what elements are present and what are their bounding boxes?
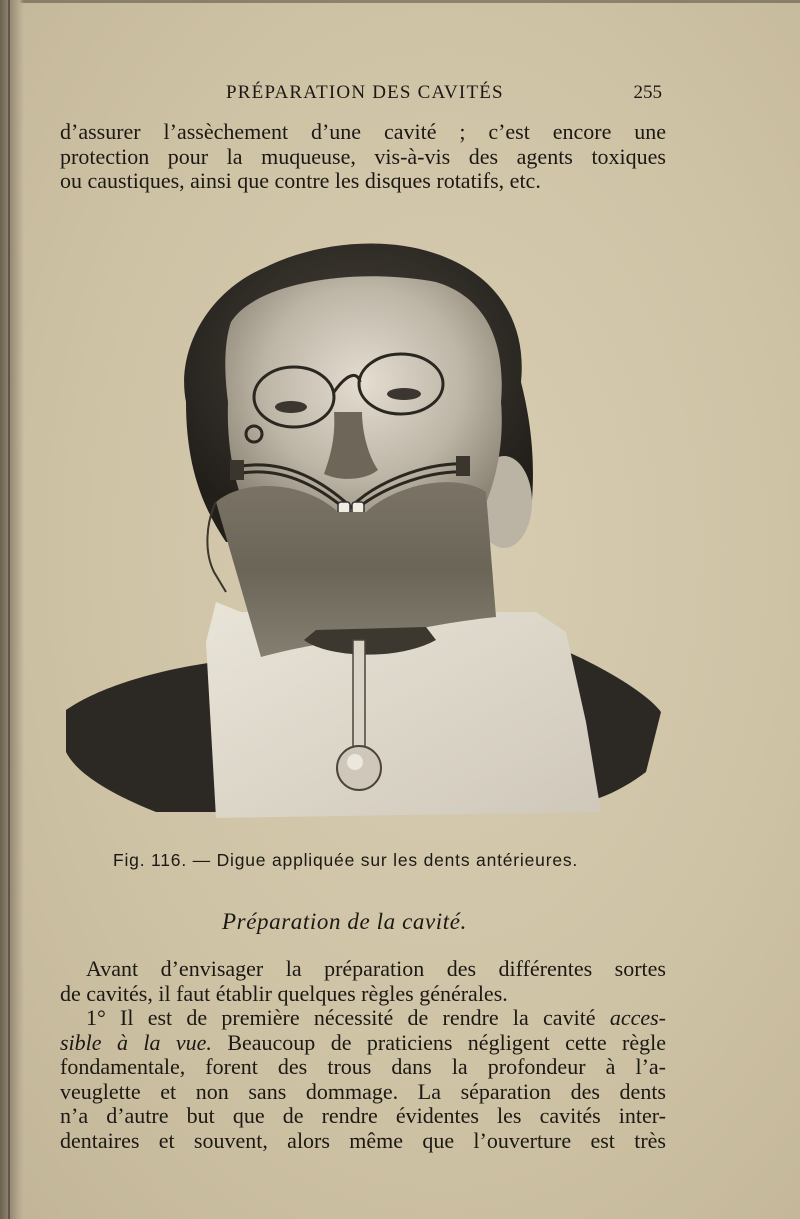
paragraph-line: Avant d’envisager la préparation des différentes sortes [86, 956, 666, 981]
section-heading: Préparation de la cavité. [222, 909, 467, 934]
paragraph-line: veuglette et non sans dommage. La séparation des dents [60, 1078, 666, 1104]
italic-text-run: sible à la vue. [60, 1029, 212, 1055]
page-top-edge [0, 0, 800, 3]
text-run: Beaucoup de praticiens négligent cette règle [211, 1029, 666, 1055]
body-text [60, 957, 666, 1153]
paragraph-line [60, 1031, 666, 1056]
paragraph-line: protection pour la muqueuse, vis-à-vis des agents toxiques [60, 143, 666, 169]
text-run: 1° Il est de première nécessité de rendre la cavité [86, 1005, 610, 1030]
paragraph-line: de cavités, il faut établir quelques règles générales. [60, 980, 508, 1006]
top-paragraph [60, 120, 666, 194]
paragraph-line [60, 1006, 666, 1031]
book-spine-shadow [0, 0, 24, 1219]
page-number: 255 [633, 82, 662, 103]
paragraph-line: fondamentale, forent des trous dans la profondeur à l’a- [60, 1054, 666, 1079]
paragraph-line: dentaires et souvent, alors même que l’ouverture est très [60, 1127, 666, 1153]
paragraph-line: ou caustiques, ainsi que contre les disques rotatifs, etc. [60, 168, 541, 193]
portrait-with-dental-dam-image [66, 212, 666, 824]
figure-caption: Fig. 116. — Digue appliquée sur les dents antérieures. [113, 850, 579, 870]
figure-116-photograph [66, 212, 666, 824]
paragraph-line: n’a d’autre but que de rendre évidentes les cavités inter- [60, 1103, 666, 1128]
book-gutter-line [8, 0, 10, 1219]
italic-text-run: acces- [609, 1005, 666, 1030]
running-head [60, 82, 664, 108]
running-head-title: PRÉPARATION DES CAVITÉS [226, 82, 504, 103]
paragraph-line: d’assurer l’assèchement d’une cavité ; c’est encore une [60, 119, 666, 144]
